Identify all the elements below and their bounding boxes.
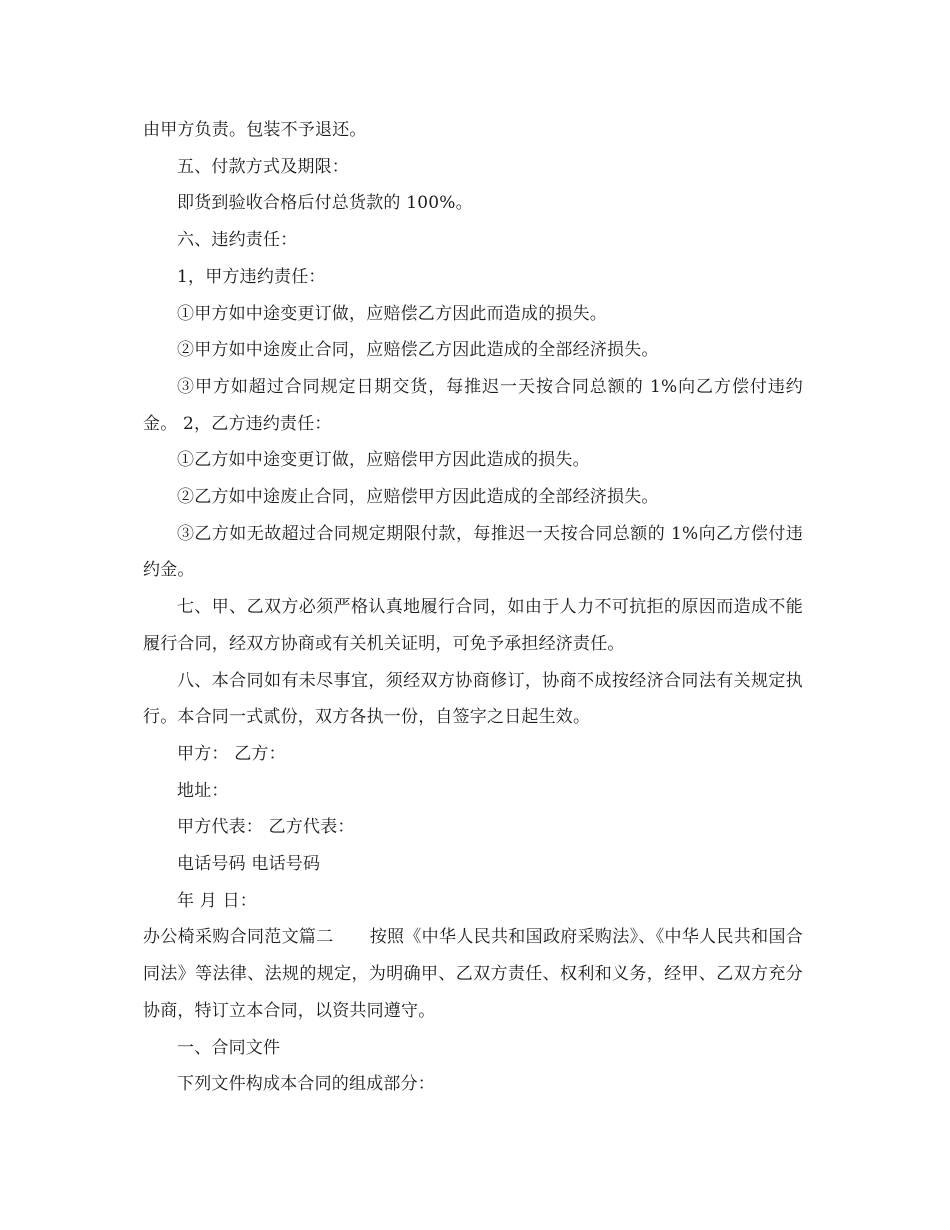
signature-parties: 甲方： 乙方：: [177, 743, 286, 764]
paragraph: 1，甲方违约责任：: [177, 266, 326, 287]
paragraph: 六、违约责任：: [177, 230, 298, 251]
paragraph: ②甲方如中途废止合同，应赔偿乙方因此造成的全部经济损失。: [177, 340, 659, 361]
signature-date: 年 月 日：: [177, 890, 258, 911]
section-two-body: 按照《中华人民共和国政府采购法》、《中华人民共和国合同法》等法律、法规的规定，为明确甲、乙双方责任、权利和义务，经甲、乙双方充分协商，特订立本合同，以资共同遵守。: [143, 927, 804, 1021]
paragraph: ③乙方如无故超过合同规定期限付款，每推迟一天按合同总额的 1%向乙方偿付违约金。: [143, 523, 803, 581]
paragraph: ②乙方如中途废止合同，应赔偿甲方因此造成的全部经济损失。: [177, 487, 659, 508]
paragraph: 五、付款方式及期限：: [177, 156, 349, 177]
paragraph: 八、本合同如有未尽事宜，须经双方协商修订，协商不成按经济合同法有关规定执行。本合同一式贰份，双方各执一份，自签字之日起生效。: [143, 670, 803, 728]
paragraph: ③甲方如超过合同规定日期交货，每推迟一天按合同总额的 1%向乙方偿付违约金。 2，乙方违约责任：: [143, 376, 803, 434]
paragraph: 由甲方负责。包装不予退还。: [143, 120, 367, 140]
section-two-heading: 办公椅采购合同范文篇二: [143, 927, 334, 948]
document-body: [143, 112, 803, 1103]
signature-address: 地址：: [177, 780, 229, 801]
paragraph: 一、合同文件: [177, 1037, 281, 1058]
section-two-paragraph: [143, 919, 803, 1029]
signature-phone: 电话号码 电话号码: [177, 854, 321, 875]
paragraph: 下列文件构成本合同的组成部分：: [177, 1074, 435, 1095]
paragraph: ①乙方如中途变更订做，应赔偿甲方因此造成的损失。: [177, 450, 590, 471]
paragraph: 七、甲、乙双方必须严格认真地履行合同，如由于人力不可抗拒的原因而造成不能履行合同，经双方协商或有关机关证明，可免予承担经济责任。: [143, 597, 803, 654]
signature-representatives: 甲方代表： 乙方代表：: [177, 817, 355, 838]
paragraph: 即货到验收合格后付总货款的 100%。: [177, 193, 473, 214]
paragraph: ①甲方如中途变更订做，应赔偿乙方因此而造成的损失。: [177, 303, 607, 324]
